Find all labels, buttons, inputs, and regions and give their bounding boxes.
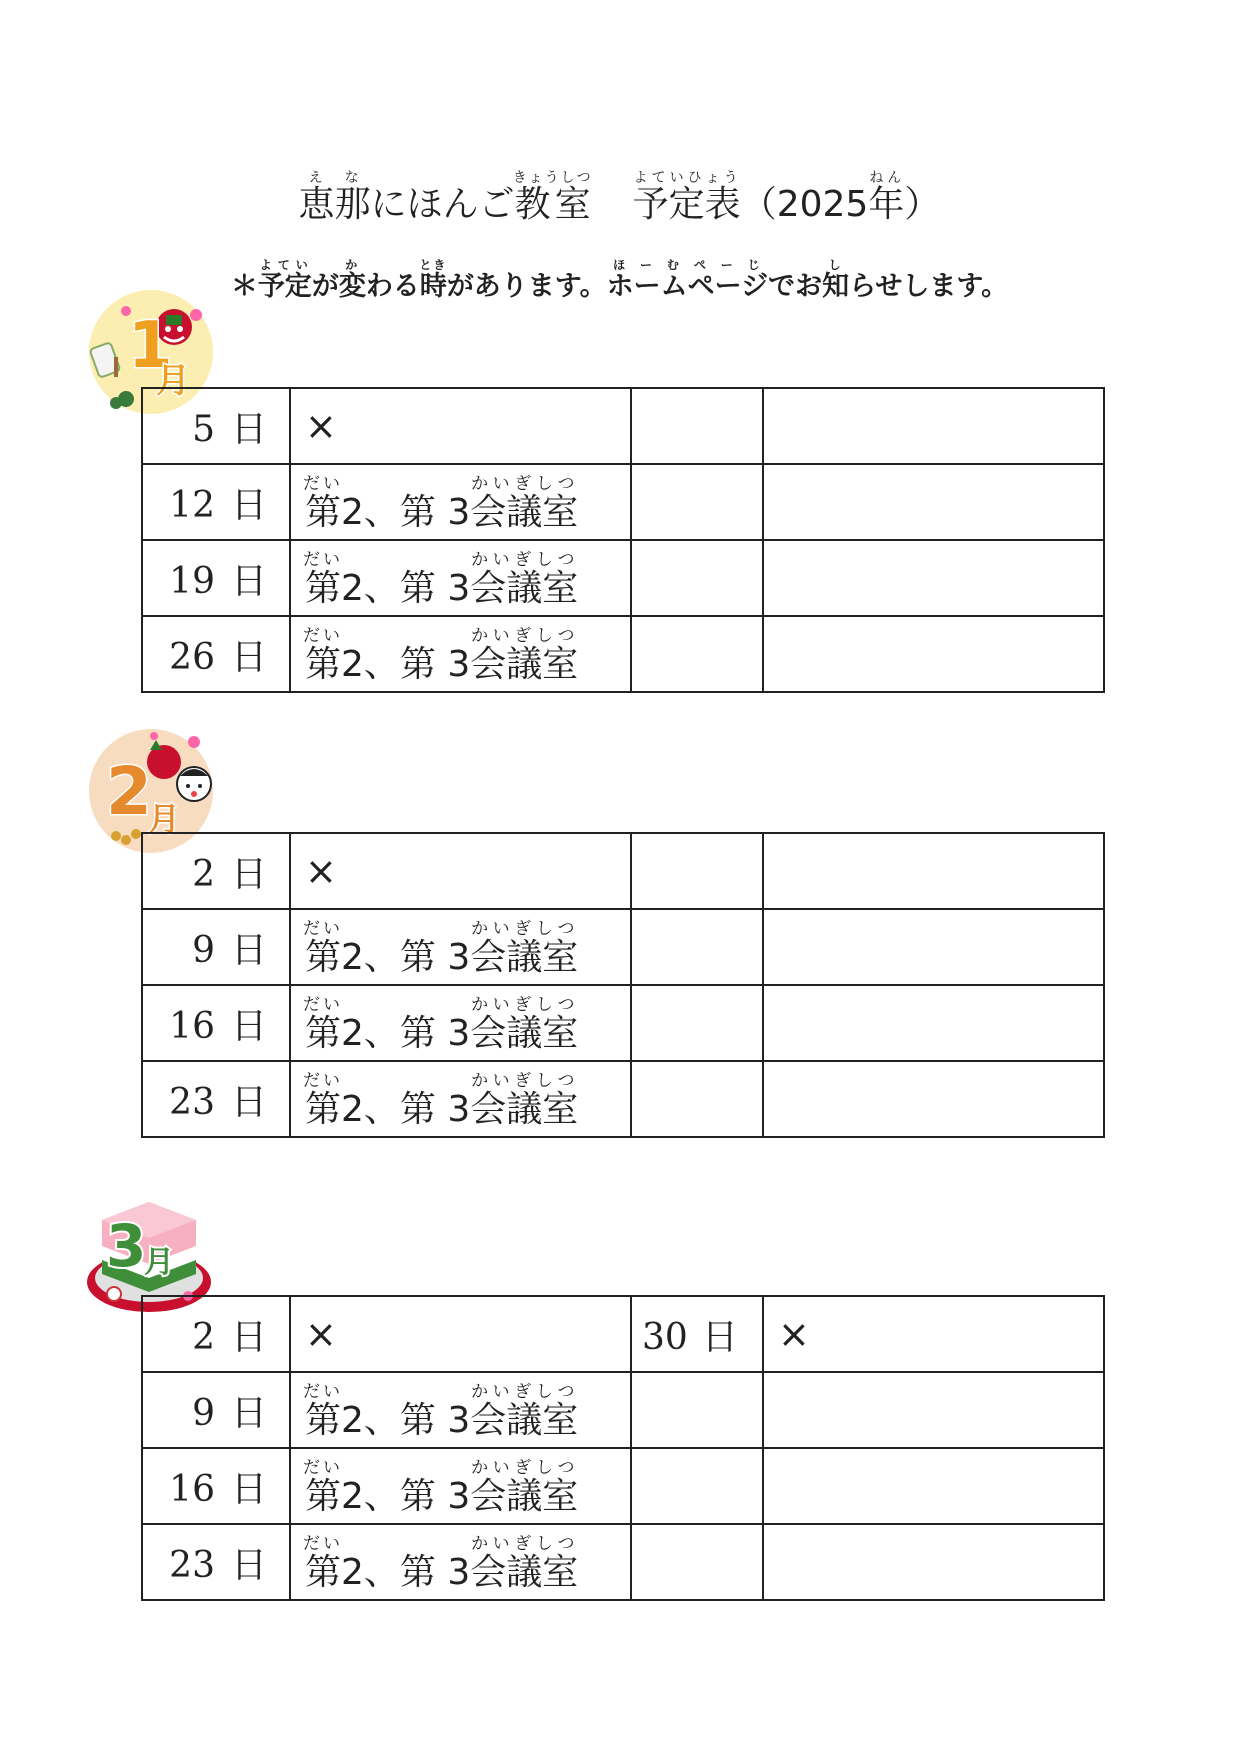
room-kaigishitsu-ruby: かいぎしつ <box>470 1070 579 1091</box>
room-dai: 第 <box>303 936 343 978</box>
table-row <box>142 833 1104 909</box>
day-number: 9 <box>192 1392 215 1434</box>
room-numbers: 2、第 3 <box>341 1551 471 1593</box>
notice-toki-ruby: とき <box>419 258 448 272</box>
room-dai: 第 <box>303 1475 343 1517</box>
room-numbers: 2、第 3 <box>341 643 471 685</box>
room-kaigishitsu: 会議室 <box>470 491 579 533</box>
room-kaigishitsu-ruby: かいぎしつ <box>470 549 579 570</box>
day-unit: 日 <box>230 560 267 602</box>
empty-cell <box>631 1372 763 1448</box>
march-badge-unit: 月 <box>144 1245 174 1280</box>
room-cell <box>290 540 631 616</box>
room-kaigishitsu-ruby: かいぎしつ <box>470 918 579 939</box>
day-unit: 日 <box>230 1544 267 1586</box>
room-kaigishitsu: 会議室 <box>470 643 579 685</box>
title-nihongo: にほんご <box>370 184 515 225</box>
empty-cell <box>631 909 763 985</box>
room-dai: 第 <box>303 567 343 609</box>
closed-mark: × <box>290 1296 631 1372</box>
empty-cell <box>763 388 1104 464</box>
day-number: 9 <box>192 929 215 971</box>
empty-cell <box>763 1372 1104 1448</box>
notice-t1: が <box>311 271 339 302</box>
title-nen-ruby: ねん <box>868 170 905 186</box>
notice-shi: 知 <box>822 271 850 302</box>
room-cell <box>290 909 631 985</box>
notice-ka-ruby: か <box>338 258 366 272</box>
day-number: 12 <box>169 484 215 526</box>
notice-t2: わる <box>365 271 420 302</box>
room-cell <box>290 1372 631 1448</box>
table-row <box>142 909 1104 985</box>
day-cell <box>142 616 290 692</box>
title-ena: 恵那 <box>298 184 371 225</box>
room-kaigishitsu-ruby: かいぎしつ <box>470 473 579 494</box>
day-cell <box>142 1061 290 1137</box>
day-unit: 日 <box>230 1468 267 1510</box>
february-badge-number: 2 <box>106 753 152 830</box>
notice-yotei: 予定 <box>257 271 312 302</box>
notice-ka: 変 <box>338 271 366 302</box>
day-cell <box>631 1296 763 1372</box>
table-row <box>142 540 1104 616</box>
page-title <box>0 170 1239 229</box>
day-cell <box>142 1296 290 1372</box>
january-badge-number: 1 <box>128 309 173 383</box>
room-kaigishitsu: 会議室 <box>470 1088 579 1130</box>
room-numbers: 2、第 3 <box>341 1399 471 1441</box>
february-badge-unit: 月 <box>148 800 181 838</box>
day-cell <box>142 1372 290 1448</box>
day-number: 2 <box>192 1316 215 1358</box>
room-kaigishitsu: 会議室 <box>470 936 579 978</box>
empty-cell <box>763 464 1104 540</box>
room-dai: 第 <box>303 1088 343 1130</box>
notice-yotei-ruby: よてい <box>257 258 312 272</box>
room-dai-ruby: だい <box>303 549 343 570</box>
room-cell <box>290 985 631 1061</box>
day-unit: 日 <box>230 1316 267 1358</box>
room-dai-ruby: だい <box>303 1070 343 1091</box>
day-cell <box>142 909 290 985</box>
empty-cell <box>763 985 1104 1061</box>
title-ena-ruby: えな <box>298 170 371 186</box>
table-row <box>142 388 1104 464</box>
march-table <box>141 1295 1105 1601</box>
day-number: 23 <box>169 1081 215 1123</box>
table-row <box>142 1524 1104 1600</box>
room-cell <box>290 616 631 692</box>
room-numbers: 2、第 3 <box>341 567 471 609</box>
room-numbers: 2、第 3 <box>341 491 471 533</box>
room-dai-ruby: だい <box>303 918 343 939</box>
notice-t5: らせします。 <box>849 271 1009 302</box>
day-number: 26 <box>169 636 215 678</box>
day-unit: 日 <box>230 408 267 450</box>
empty-cell <box>763 833 1104 909</box>
notice-t4: でお <box>768 271 823 302</box>
day-number: 16 <box>169 1468 215 1510</box>
notice-homepage: ホームページ <box>606 271 769 302</box>
empty-cell <box>763 1448 1104 1524</box>
day-number: 23 <box>169 1544 215 1586</box>
room-kaigishitsu: 会議室 <box>470 567 579 609</box>
empty-cell <box>763 616 1104 692</box>
day-cell <box>142 388 290 464</box>
room-kaigishitsu-ruby: かいぎしつ <box>470 1533 579 1554</box>
empty-cell <box>631 1061 763 1137</box>
day-cell <box>142 985 290 1061</box>
room-numbers: 2、第 3 <box>341 1012 471 1054</box>
empty-cell <box>763 909 1104 985</box>
notice-t3: があります。 <box>446 271 607 302</box>
empty-cell <box>763 1061 1104 1137</box>
day-cell <box>142 1524 290 1600</box>
room-numbers: 2、第 3 <box>341 1088 471 1130</box>
empty-cell <box>763 540 1104 616</box>
room-kaigishitsu-ruby: かいぎしつ <box>470 1457 579 1478</box>
room-cell <box>290 1524 631 1600</box>
empty-cell <box>631 616 763 692</box>
notice-toki: 時 <box>419 271 448 302</box>
room-dai: 第 <box>303 1012 343 1054</box>
title-kyoushitsu: 教室 <box>512 184 593 225</box>
room-numbers: 2、第 3 <box>341 1475 471 1517</box>
day-unit: 日 <box>230 1392 267 1434</box>
empty-cell <box>631 1448 763 1524</box>
closed-mark: × <box>290 833 631 909</box>
day-unit: 日 <box>230 929 267 971</box>
room-dai-ruby: だい <box>303 473 343 494</box>
table-row <box>142 1372 1104 1448</box>
table-row <box>142 1296 1104 1372</box>
title-close: ） <box>904 184 941 225</box>
day-unit: 日 <box>230 1005 267 1047</box>
day-number: 2 <box>192 853 215 895</box>
room-dai-ruby: だい <box>303 1381 343 1402</box>
notice-shi-ruby: し <box>822 258 850 272</box>
notice-star: ＊ <box>230 271 258 302</box>
closed-mark: × <box>290 388 631 464</box>
empty-cell <box>631 985 763 1061</box>
day-unit: 日 <box>701 1316 738 1358</box>
room-cell <box>290 1448 631 1524</box>
day-number: 19 <box>169 560 215 602</box>
day-unit: 日 <box>230 853 267 895</box>
day-unit: 日 <box>230 484 267 526</box>
closed-mark: × <box>763 1296 1104 1372</box>
room-cell <box>290 464 631 540</box>
title-kyoushitsu-ruby: きょうしつ <box>512 170 593 186</box>
february-table <box>141 832 1105 1138</box>
room-dai-ruby: だい <box>303 994 343 1015</box>
room-kaigishitsu: 会議室 <box>470 1012 579 1054</box>
title-nen: 年 <box>868 184 905 225</box>
empty-cell <box>631 540 763 616</box>
room-dai: 第 <box>303 1399 343 1441</box>
day-number: 30 <box>642 1316 688 1358</box>
table-row <box>142 616 1104 692</box>
room-kaigishitsu-ruby: かいぎしつ <box>470 1381 579 1402</box>
room-dai: 第 <box>303 1551 343 1593</box>
room-cell <box>290 1061 631 1137</box>
empty-cell <box>631 464 763 540</box>
room-kaigishitsu-ruby: かいぎしつ <box>470 994 579 1015</box>
room-dai-ruby: だい <box>303 1457 343 1478</box>
january-badge-unit: 月 <box>156 361 190 401</box>
day-unit: 日 <box>230 1081 267 1123</box>
march-badge-number: 3 <box>106 1212 147 1280</box>
empty-cell <box>631 1524 763 1600</box>
day-cell <box>142 833 290 909</box>
title-yoteihyou: 予定表 <box>632 184 741 225</box>
room-kaigishitsu: 会議室 <box>470 1475 579 1517</box>
day-cell <box>142 1448 290 1524</box>
room-kaigishitsu: 会議室 <box>470 1551 579 1593</box>
day-number: 5 <box>192 408 215 450</box>
room-dai: 第 <box>303 491 343 533</box>
january-table <box>141 387 1105 693</box>
room-dai: 第 <box>303 643 343 685</box>
table-row <box>142 1448 1104 1524</box>
table-row <box>142 1061 1104 1137</box>
empty-cell <box>631 833 763 909</box>
table-row <box>142 464 1104 540</box>
room-dai-ruby: だい <box>303 625 343 646</box>
empty-cell <box>763 1524 1104 1600</box>
empty-cell <box>631 388 763 464</box>
table-row <box>142 985 1104 1061</box>
room-kaigishitsu: 会議室 <box>470 1399 579 1441</box>
title-year: （2025 <box>740 184 869 225</box>
notice-homepage-ruby: ほーむぺーじ <box>606 258 769 272</box>
day-number: 16 <box>169 1005 215 1047</box>
title-yoteihyou-ruby: よていひょう <box>632 170 741 186</box>
room-dai-ruby: だい <box>303 1533 343 1554</box>
room-numbers: 2、第 3 <box>341 936 471 978</box>
room-kaigishitsu-ruby: かいぎしつ <box>470 625 579 646</box>
day-unit: 日 <box>230 636 267 678</box>
day-cell <box>142 540 290 616</box>
day-cell <box>142 464 290 540</box>
